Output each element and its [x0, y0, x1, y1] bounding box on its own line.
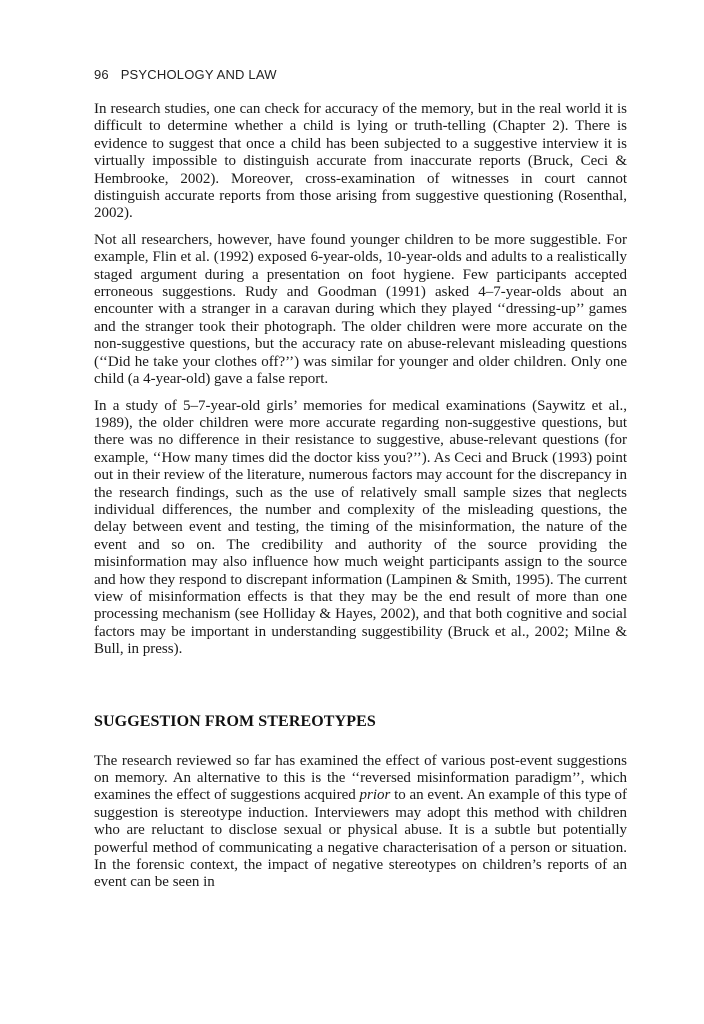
paragraph-4-text-a: The research reviewed so far has examined the effect of various post-event suggestions on memory. An alternative to this is the ‘‘reversed misinformation paradigm’’, which examines the effect of suggestions acquired [94, 752, 627, 804]
paragraph-4-italic: prior [359, 787, 391, 804]
running-header [94, 66, 627, 84]
paragraph-2: Not all researchers, however, have found younger children to be more suggestible. For example, Flin et al. (1992) exposed 6-year-olds, 10-year-olds and adults to a realistically staged argument during a presentation on foot hygiene. Few participants accepted erroneous suggestions. Rudy and Goodman (1991) asked 4–7-year-olds about an encounter with a stranger in a caravan during which they played ‘‘dressing-up’’ games and the stranger took their photograph. The older children were more accurate on the non-suggestive questions, but the accuracy rate on abuse-relevant misleading questions (‘‘Did he take your clothes off?’’) was similar for younger and older children. Only one child (a 4-year-old) gave a false report. [94, 231, 627, 388]
page-number: 96 [94, 67, 109, 82]
paragraph-4 [94, 753, 627, 892]
running-title: PSYCHOLOGY AND LAW [120, 67, 277, 82]
paragraph-4-text-b: to an event. An example of this type of suggestion is stereotype induction. Interviewers may adopt this method with children who are reluctant to disclose sexual or physical abuse. It is a subtle but potentially powerful method of communicating a negative characterisation of a person or situation. In the forensic context, the impact of negative stereotypes on children’s reports of an event can be seen in [94, 787, 627, 891]
paragraph-3: In a study of 5–7-year-old girls’ memories for medical examinations (Saywitz et al., 1989), the older children were more accurate regarding non-suggestive questions, but there was no difference in their resistance to suggestive, abuse-relevant questions (for example, ‘‘How many times did the doctor kiss you?’’). As Ceci and Bruck (1993) point out in their review of the literature, numerous factors may account for the discrepancy in the research findings, such as the use of relatively small sample sizes that neglects individual differences, the number and complexity of the misleading questions, the delay between event and testing, the timing of the misinformation, the nature of the event and so on. The credibility and authority of the source providing the misinformation may also influence how much weight participants assign to the source and how they respond to discrepant information (Lampinen & Smith, 1995). The current view of misinformation effects is that they may be the end result of more than one processing mechanism (see Holliday & Hayes, 2002), and that both cognitive and social factors may be important in understanding suggestibility (Bruck et al., 2002; Milne & Bull, in press). [94, 397, 627, 658]
section-heading: SUGGESTION FROM STEREOTYPES [94, 712, 376, 730]
document-page [94, 66, 627, 901]
paragraph-1: In research studies, one can check for accuracy of the memory, but in the real world it is difficult to determine whether a child is lying or truth-telling (Chapter 2). There is evidence to suggest that once a child has been subjected to a suggestive interview it is virtually impossible to distinguish accurate from inaccurate reports (Bruck, Ceci & Hembrooke, 2002). Moreover, cross-examination of witnesses in court cannot distinguish accurate reports from those arising from suggestive questioning (Rosenthal, 2002). [94, 101, 627, 222]
